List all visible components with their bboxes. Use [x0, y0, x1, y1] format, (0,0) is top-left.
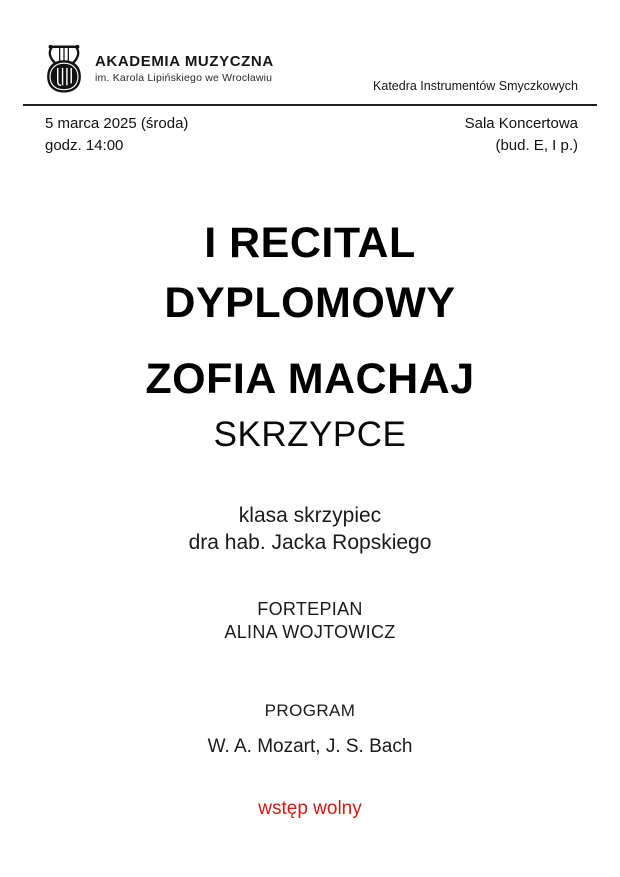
accompanist-role: FORTEPIAN [257, 599, 363, 619]
program-heading: PROGRAM [264, 701, 356, 720]
event-date: 5 marca 2025 (środa) [45, 115, 189, 132]
academy-name-block [95, 52, 274, 87]
page-header [0, 0, 620, 99]
performer-instrument: SKRZYPCE [213, 415, 407, 454]
event-datetime [45, 113, 188, 157]
recital-title-line2: DYPLOMOWY [164, 279, 456, 327]
lyre-logo-icon [42, 40, 86, 99]
event-info [45, 113, 578, 157]
venue-detail: (bud. E, I p.) [495, 137, 578, 154]
academy-name: AKADEMIA MUZYCZNA [95, 53, 274, 70]
accompanist-info [0, 598, 620, 644]
department-name: Katedra Instrumentów Smyczkowych [373, 79, 578, 93]
event-time: godz. 14:00 [45, 137, 124, 154]
academy-subtitle: im. Karola Lipińskiego we Wrocławiu [95, 72, 273, 84]
class-line1: klasa skrzypiec [238, 504, 382, 527]
recital-content [0, 213, 620, 820]
class-line2: dra hab. Jacka Ropskiego [188, 531, 432, 554]
program-composers: W. A. Mozart, J. S. Bach [207, 736, 413, 757]
performer-name: ZOFIA MACHAJ [145, 355, 475, 403]
recital-title [0, 213, 620, 333]
admission-note: wstęp wolny [258, 798, 362, 819]
event-venue [465, 113, 578, 157]
accompanist-name: ALINA WOJTOWICZ [224, 622, 396, 642]
header-divider [23, 104, 597, 106]
recital-title-line1: I RECITAL [204, 219, 416, 267]
venue-name: Sala Koncertowa [464, 115, 578, 132]
class-info [0, 502, 620, 556]
academy-brand [42, 40, 274, 99]
